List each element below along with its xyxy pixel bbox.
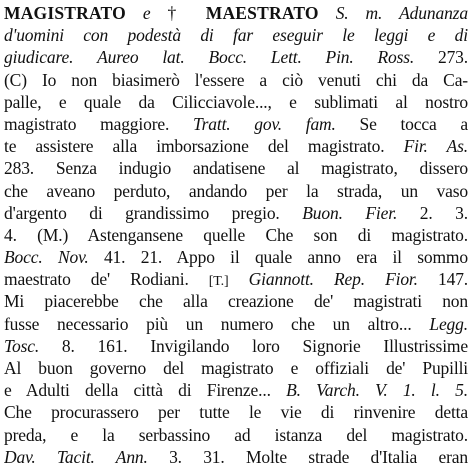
quotation-text: magistrato maggiore. <box>4 113 170 134</box>
quotation-text: che aveano perduto, andando per la strada, un vaso <box>4 180 468 201</box>
entry-line-20 <box>4 424 468 446</box>
quotation-text: Molte strade d'Italia eran <box>245 446 468 467</box>
entry-line-10 <box>4 202 468 224</box>
citation-page: 41. 21. <box>103 247 163 268</box>
entry-line-8 <box>4 157 468 179</box>
citation-page: 8. 161. <box>61 335 128 356</box>
dictionary-entry-magistrato <box>4 2 468 468</box>
entry-line-1 <box>4 2 468 24</box>
entry-line-15 <box>4 313 468 335</box>
citation-page: 273. <box>437 47 468 68</box>
quotation-text: d'argento di grandissimo pregio. <box>4 202 280 223</box>
section-marker: (M.) <box>37 224 69 245</box>
quotation-text: Appo il quale anno era il sommo <box>176 247 468 268</box>
definition-text: d'uomini con podestà di far eseguir le leggi e di <box>4 25 468 46</box>
entry-line-3 <box>4 46 468 68</box>
quotation-text: Astengansene quelle Che son di magistrato. <box>87 224 468 245</box>
quotation-text: Se tocca a <box>359 113 468 134</box>
entry-line-13 <box>4 268 468 290</box>
definition-text: Adunanza <box>399 3 468 23</box>
quotation-text: Senza indugio andatisene al magistrato, dissero <box>55 158 468 179</box>
citation-source: Dav. Tacit. Ann. <box>4 446 148 467</box>
citation-source: Tratt. gov. fam. <box>192 113 336 134</box>
quotation-text: maestrato de' Rodiani. <box>4 269 189 290</box>
entry-line-9 <box>4 180 468 202</box>
quotation-text: fusse necessario più un numero che un altro... <box>4 313 412 334</box>
entry-line-2 <box>4 24 468 46</box>
citation-source: Fir. As. <box>403 136 468 157</box>
citation-page: 2. 3. <box>419 202 468 223</box>
quotation-text: Che procurassero per tutte le vie di rinvenire detta <box>4 402 468 423</box>
section-marker: [T.] <box>208 274 229 290</box>
quotation-text: preda, e la serbassino ad istanza del magistrato. <box>4 424 468 445</box>
entry-line-18 <box>4 379 468 401</box>
entry-line-11 <box>4 224 468 246</box>
quotation-text: Io non biasimerò l'essere a ciò venuti chi da Ca- <box>41 69 468 90</box>
grammar-label: S. m. <box>335 3 383 23</box>
entry-line-5 <box>4 91 468 113</box>
citation-source: Giannott. Rep. Fior. <box>248 269 418 290</box>
dagger-mark: † <box>167 3 189 23</box>
quotation-text: palle, e quale da Cilicciavole..., e sublimati al nostro <box>4 91 468 112</box>
quotation-text: e Adulti della città di Firenze... <box>4 380 271 401</box>
citation-source: Legg. <box>429 313 468 334</box>
entry-variant-headword: MAESTRATO <box>205 3 319 23</box>
citation-page: 4. <box>4 224 17 245</box>
citation-source: Buon. Fier. <box>302 202 398 223</box>
quotation-text: Invigilando loro Signorie Illustrissime <box>150 335 468 356</box>
headword-conjunction: e <box>142 3 151 23</box>
quotation-text: te assistere alla imborsazione del magistrato. <box>4 136 385 157</box>
definition-text: giudicare. <box>4 47 74 68</box>
citation-page: 147. <box>438 269 468 290</box>
quotation-text: Al buon governo del magistrato e offiziali de' Pupilli <box>4 358 468 378</box>
citation-page: V. 1. l. 5. <box>375 380 468 401</box>
citation-source: Bocc. Lett. Pin. Ross. <box>208 47 415 68</box>
citation-page: 3. 31. <box>169 446 225 467</box>
section-marker: (C) <box>4 69 27 90</box>
citation-source: B. Varch. <box>286 380 360 401</box>
citation-source: Bocc. Nov. <box>4 247 89 268</box>
citation-source: Tosc. <box>4 335 40 356</box>
entry-headword: MAGISTRATO <box>4 3 126 23</box>
entry-line-14 <box>4 290 468 312</box>
entry-line-17 <box>4 357 468 379</box>
entry-line-21 <box>4 446 468 468</box>
entry-line-6 <box>4 113 468 135</box>
etymology-source: Aureo lat. <box>97 47 185 68</box>
entry-line-7 <box>4 135 468 157</box>
citation-page: 283. <box>4 158 35 179</box>
entry-line-12 <box>4 246 468 268</box>
entry-line-19 <box>4 401 468 423</box>
quotation-text: Mi piacerebbe che alla creazione de' magistrati non <box>4 291 468 312</box>
entry-line-16 <box>4 335 468 357</box>
entry-line-4 <box>4 69 468 91</box>
